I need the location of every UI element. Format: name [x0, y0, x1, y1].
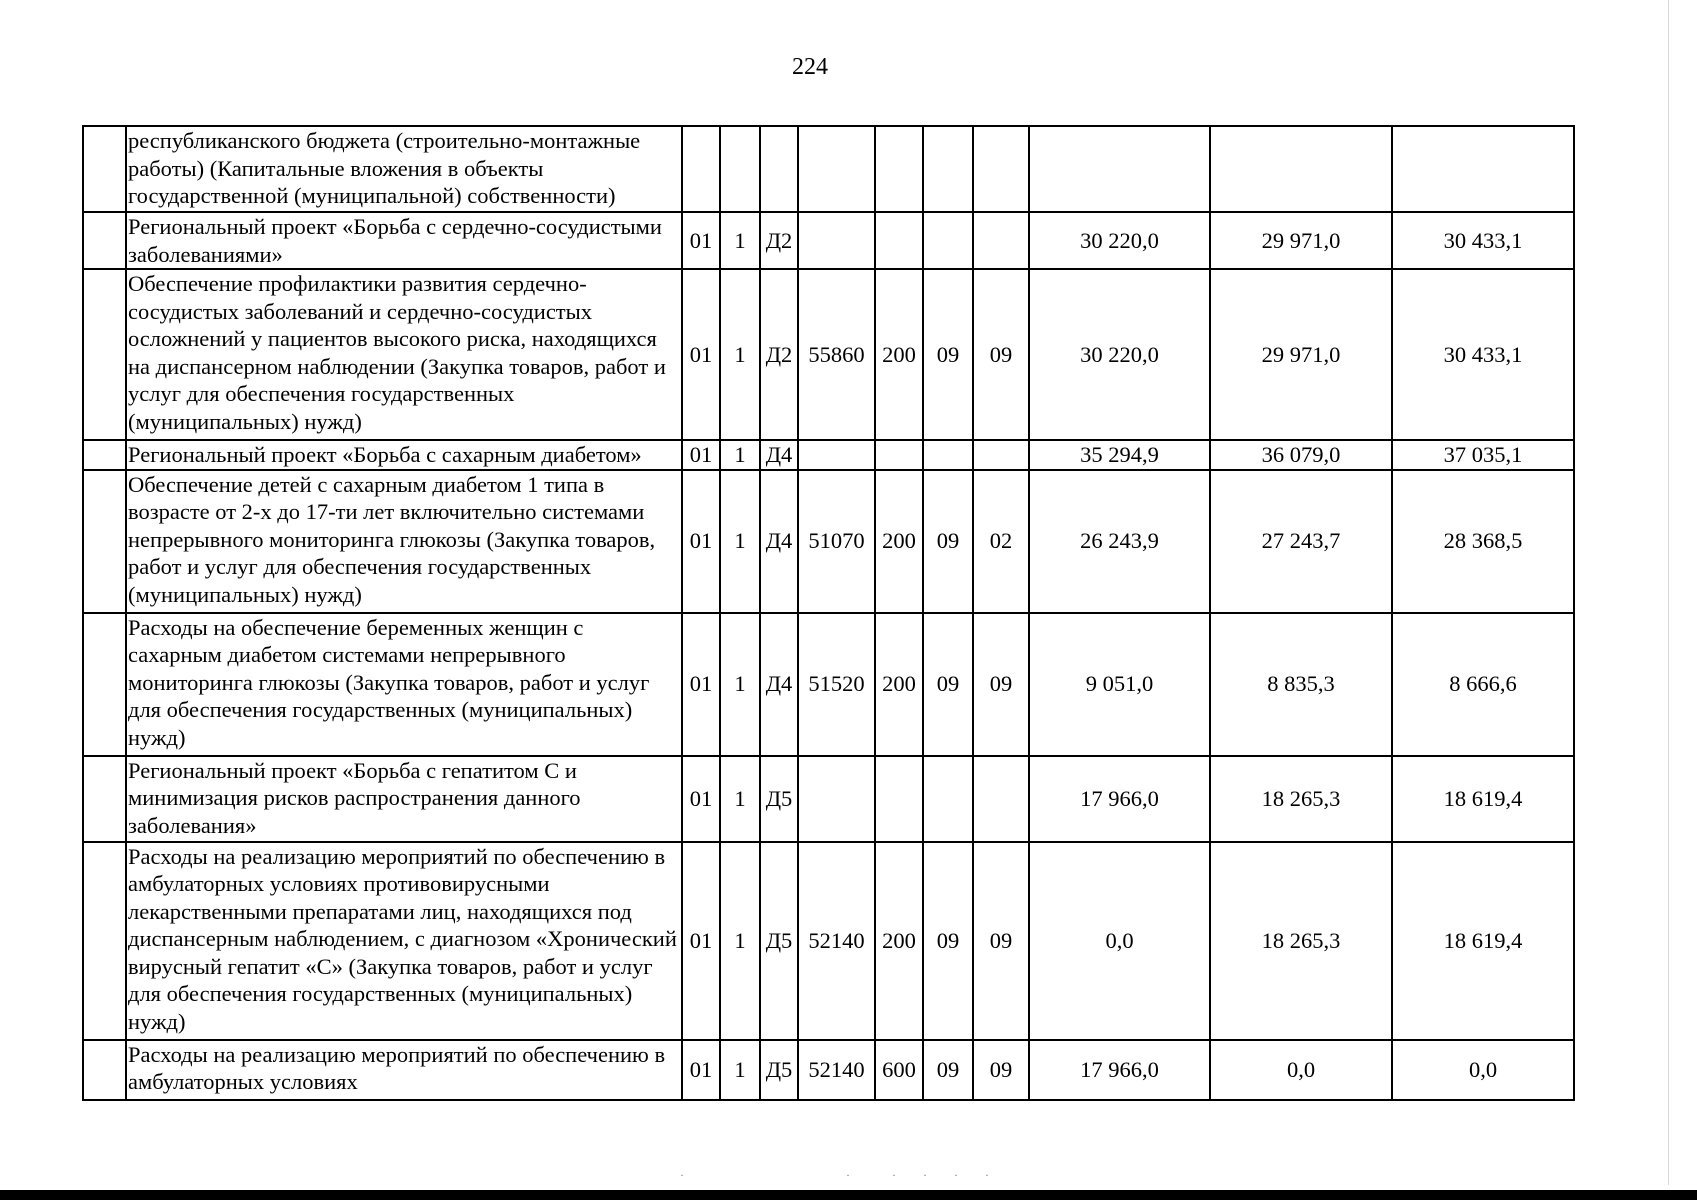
section-code [923, 440, 973, 470]
amount-year-3: 30 433,1 [1392, 269, 1574, 440]
amount-year-1: 30 220,0 [1029, 212, 1210, 269]
expense-type-code [875, 756, 923, 842]
expense-type-code [875, 212, 923, 269]
section-code [923, 212, 973, 269]
amount-year-3: 18 619,4 [1392, 756, 1574, 842]
amount-year-1: 9 051,0 [1029, 613, 1210, 756]
table-row [83, 470, 1574, 613]
amount-year-2: 8 835,3 [1210, 613, 1392, 756]
expense-type-code: 200 [875, 269, 923, 440]
table-row [83, 440, 1574, 470]
direction-code [798, 756, 875, 842]
scan-bottom-edge [0, 1190, 1697, 1200]
section-code: 09 [923, 470, 973, 613]
subsection-code: 09 [973, 1040, 1029, 1100]
row-description: Обеспечение детей с сахарным диабетом 1 типа в возрасте от 2-х до 17-ти лет включительно системами непрерывного мониторинга глюкозы (Закупка товаров, работ и услуг для обеспечения государственных (муниципальных) нужд) [126, 470, 682, 613]
section-code: 09 [923, 613, 973, 756]
program-code [682, 126, 720, 212]
amount-year-3: 0,0 [1392, 1040, 1574, 1100]
subprogram-code: 1 [720, 212, 760, 269]
subsection-code: 09 [973, 842, 1029, 1040]
section-code: 09 [923, 269, 973, 440]
amount-year-2: 0,0 [1210, 1040, 1392, 1100]
row-number-cell [83, 126, 126, 212]
program-code: 01 [682, 470, 720, 613]
direction-code [798, 212, 875, 269]
expense-type-code [875, 440, 923, 470]
row-number-cell [83, 613, 126, 756]
amount-year-1: 30 220,0 [1029, 269, 1210, 440]
row-description: Региональный проект «Борьба с сердечно-сосудистыми заболеваниями» [126, 212, 682, 269]
row-description: Расходы на реализацию мероприятий по обеспечению в амбулаторных условиях противовирусными лекарственными препаратами лиц, находящихся под диспансерным наблюдением, с диагнозом «Хронический вирусный гепатит «С» (Закупка товаров, работ и услуг для обеспечения государственных (муниципальных) нужд) [126, 842, 682, 1040]
direction-code: 55860 [798, 269, 875, 440]
amount-year-2: 18 265,3 [1210, 756, 1392, 842]
subprogram-code: 1 [720, 470, 760, 613]
direction-code: 51070 [798, 470, 875, 613]
amount-year-2: 29 971,0 [1210, 269, 1392, 440]
amount-year-3: 8 666,6 [1392, 613, 1574, 756]
project-code: Д5 [760, 756, 798, 842]
project-code: Д2 [760, 269, 798, 440]
amount-year-2: 36 079,0 [1210, 440, 1392, 470]
row-number-cell [83, 756, 126, 842]
project-code: Д5 [760, 842, 798, 1040]
row-description: Региональный проект «Борьба с сахарным диабетом» [126, 440, 682, 470]
amount-year-3 [1392, 126, 1574, 212]
row-number-cell [83, 842, 126, 1040]
page-number: 224 [792, 54, 828, 80]
table-row [83, 613, 1574, 756]
program-code: 01 [682, 613, 720, 756]
amount-year-2: 27 243,7 [1210, 470, 1392, 613]
project-code: Д5 [760, 1040, 798, 1100]
amount-year-2 [1210, 126, 1392, 212]
project-code [760, 126, 798, 212]
amount-year-2: 18 265,3 [1210, 842, 1392, 1040]
budget-table [82, 125, 1575, 1101]
project-code: Д4 [760, 440, 798, 470]
amount-year-1: 35 294,9 [1029, 440, 1210, 470]
subprogram-code: 1 [720, 440, 760, 470]
program-code: 01 [682, 756, 720, 842]
amount-year-1 [1029, 126, 1210, 212]
project-code: Д2 [760, 212, 798, 269]
row-description: Обеспечение профилактики развития сердечно-сосудистых заболеваний и сердечно-сосудистых осложнений у пациентов высокого риска, находящихся на диспансерном наблюдении (Закупка товаров, работ и услуг для обеспечения государственных (муниципальных) нужд) [126, 269, 682, 440]
program-code: 01 [682, 1040, 720, 1100]
direction-code: 52140 [798, 842, 875, 1040]
section-code: 09 [923, 1040, 973, 1100]
table-row [83, 126, 1574, 212]
amount-year-1: 17 966,0 [1029, 1040, 1210, 1100]
row-description: Региональный проект «Борьба с гепатитом С и минимизация рисков распространения данного заболевания» [126, 756, 682, 842]
amount-year-3: 30 433,1 [1392, 212, 1574, 269]
amount-year-1: 0,0 [1029, 842, 1210, 1040]
table-row [83, 842, 1574, 1040]
subsection-code [973, 440, 1029, 470]
amount-year-3: 18 619,4 [1392, 842, 1574, 1040]
section-code: 09 [923, 842, 973, 1040]
expense-type-code: 200 [875, 470, 923, 613]
amount-year-1: 26 243,9 [1029, 470, 1210, 613]
row-description: Расходы на обеспечение беременных женщин с сахарным диабетом системами непрерывного мониторинга глюкозы (Закупка товаров, работ и услуг для обеспечения государственных (муниципальных) нужд) [126, 613, 682, 756]
program-code: 01 [682, 842, 720, 1040]
amount-year-3: 28 368,5 [1392, 470, 1574, 613]
section-code [923, 126, 973, 212]
amount-year-1: 17 966,0 [1029, 756, 1210, 842]
direction-code: 51520 [798, 613, 875, 756]
program-code: 01 [682, 212, 720, 269]
expense-type-code [875, 126, 923, 212]
program-code: 01 [682, 440, 720, 470]
subsection-code: 09 [973, 269, 1029, 440]
subprogram-code: 1 [720, 269, 760, 440]
subsection-code: 02 [973, 470, 1029, 613]
subsection-code [973, 126, 1029, 212]
subsection-code: 09 [973, 613, 1029, 756]
program-code: 01 [682, 269, 720, 440]
subprogram-code: 1 [720, 613, 760, 756]
table-row [83, 212, 1574, 269]
subsection-code [973, 212, 1029, 269]
row-number-cell [83, 470, 126, 613]
direction-code [798, 126, 875, 212]
row-number-cell [83, 1040, 126, 1100]
direction-code [798, 440, 875, 470]
expense-type-code: 200 [875, 613, 923, 756]
expense-type-code: 600 [875, 1040, 923, 1100]
row-number-cell [83, 440, 126, 470]
subprogram-code: 1 [720, 1040, 760, 1100]
direction-code: 52140 [798, 1040, 875, 1100]
subsection-code [973, 756, 1029, 842]
expense-type-code: 200 [875, 842, 923, 1040]
subprogram-code: 1 [720, 756, 760, 842]
scan-margin-line [1668, 0, 1669, 1185]
row-number-cell [83, 269, 126, 440]
amount-year-3: 37 035,1 [1392, 440, 1574, 470]
section-code [923, 756, 973, 842]
project-code: Д4 [760, 470, 798, 613]
row-description: республиканского бюджета (строительно-монтажные работы) (Капитальные вложения в объекты государственной (муниципальной) собственности) [126, 126, 682, 212]
subprogram-code [720, 126, 760, 212]
scan-specks: · · · · · · [680, 1168, 1001, 1182]
row-description: Расходы на реализацию мероприятий по обеспечению в амбулаторных условиях [126, 1040, 682, 1100]
table-row [83, 269, 1574, 440]
project-code: Д4 [760, 613, 798, 756]
table-row [83, 1040, 1574, 1100]
table-row [83, 756, 1574, 842]
amount-year-2: 29 971,0 [1210, 212, 1392, 269]
subprogram-code: 1 [720, 842, 760, 1040]
row-number-cell [83, 212, 126, 269]
